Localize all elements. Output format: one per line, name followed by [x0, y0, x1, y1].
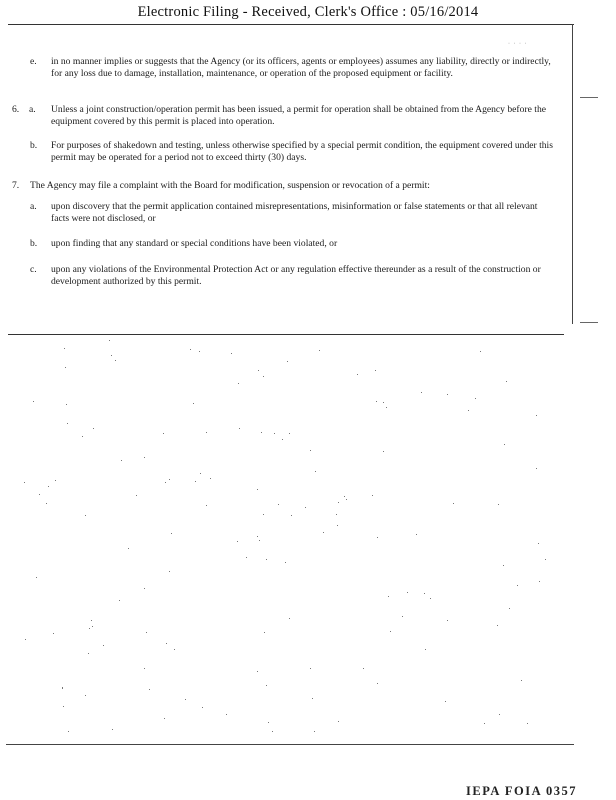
scan-speck — [257, 489, 258, 490]
scan-speck — [386, 407, 387, 408]
scan-speck — [85, 515, 86, 516]
scan-speck — [274, 433, 275, 434]
scan-speck — [289, 618, 290, 619]
scan-speck — [338, 721, 339, 722]
scan-speck — [144, 588, 145, 589]
scan-speck — [199, 351, 200, 352]
scan-speck — [421, 392, 422, 393]
scan-speck — [263, 376, 264, 377]
scan-speck — [447, 394, 448, 395]
scan-speck — [226, 714, 227, 715]
scan-speck — [282, 439, 283, 440]
item-number: 6. — [12, 104, 20, 115]
scan-speck — [174, 649, 175, 650]
scan-speck — [185, 699, 186, 700]
scan-speck — [65, 367, 66, 368]
scan-speck — [164, 718, 165, 719]
scan-speck — [266, 559, 267, 560]
scan-speck — [36, 577, 37, 578]
scan-speck — [200, 473, 201, 474]
scan-speck — [346, 499, 347, 500]
scan-speck — [259, 540, 260, 541]
scan-speck — [238, 383, 239, 384]
scan-speck — [171, 533, 172, 534]
scan-speck — [383, 402, 384, 403]
scan-speck — [539, 581, 540, 582]
item-text: For purposes of shakedown and testing, unless otherwise specified by a special permit condition, the equipment covered under this permit may be operated for a period not to exceed thirty (30) days. — [51, 140, 553, 164]
scan-artifact: · · · · — [508, 41, 528, 47]
scan-speck — [402, 616, 403, 617]
scan-speck — [24, 482, 25, 483]
scan-speck — [375, 370, 376, 371]
scan-speck — [312, 698, 313, 699]
scan-speck — [115, 360, 116, 361]
scan-speck — [206, 505, 207, 506]
filing-stamp-header: Electronic Filing - Received, Clerk's Office : 05/16/2014 — [137, 4, 479, 20]
scan-speck — [136, 495, 137, 496]
scan-speck — [499, 714, 500, 715]
scan-speck — [377, 537, 378, 538]
page-bottom-border — [6, 744, 574, 745]
scan-speck — [536, 468, 537, 469]
margin-mark — [580, 322, 598, 323]
scan-speck — [246, 557, 247, 558]
scan-speck — [237, 541, 238, 542]
item-text: upon any violations of the Environmental Protection Act or any regulation effective thereunder as a result of the construction or development authorized by this permit. — [51, 264, 541, 288]
scan-speck — [484, 723, 485, 724]
scan-speck — [266, 685, 267, 686]
scan-speck — [231, 353, 232, 354]
scan-speck — [509, 608, 510, 609]
scan-speck — [319, 350, 320, 351]
scan-speck — [504, 444, 505, 445]
item-text: upon discovery that the permit application contained misrepresentations, misinformation or false statements or that all relevant facts were not disclosed, or — [51, 201, 538, 225]
scan-speck — [310, 668, 311, 669]
scan-speck — [416, 534, 417, 535]
scan-speck — [475, 398, 476, 399]
scan-speck — [285, 562, 286, 563]
scan-speck — [258, 370, 259, 371]
scan-speck — [68, 731, 69, 732]
scan-speck — [206, 432, 207, 433]
scan-speck — [357, 374, 358, 375]
item-text: Unless a joint construction/operation permit has been issued, a permit for operation shall be obtained from the Agency before the equipment covered by this permit is placed into operation. — [51, 104, 547, 128]
page-frame-right-border — [572, 24, 573, 324]
margin-mark — [580, 97, 598, 98]
scan-speck — [190, 349, 191, 350]
item-number: 7. — [12, 180, 20, 191]
scan-speck — [424, 593, 425, 594]
scan-speck — [278, 504, 279, 505]
section-divider-line — [8, 334, 564, 335]
scan-speck — [272, 731, 273, 732]
scan-speck — [289, 433, 290, 434]
scan-speck — [291, 515, 292, 516]
item-text: The Agency may file a complaint with the Board for modification, suspension or revocation of a permit: — [30, 180, 430, 191]
scan-speck — [66, 404, 67, 405]
scan-speck — [82, 436, 83, 437]
item-label: e. — [30, 56, 37, 67]
scan-speck — [338, 502, 339, 503]
scan-speck — [407, 592, 408, 593]
scan-speck — [521, 680, 522, 681]
scan-speck — [91, 620, 92, 621]
page-frame-top-border — [8, 24, 574, 25]
scan-speck — [144, 668, 145, 669]
scan-speck — [202, 707, 203, 708]
item-label: b. — [30, 238, 38, 249]
scan-speck — [62, 688, 63, 689]
scan-speck — [165, 482, 166, 483]
document-id-stamp: IEPA FOIA 0357 — [466, 784, 578, 798]
scan-speck — [93, 428, 94, 429]
scan-speck — [263, 514, 264, 515]
scan-speck — [33, 401, 34, 402]
scan-speck — [112, 729, 113, 730]
scan-speck — [425, 649, 426, 650]
scan-speck — [239, 428, 240, 429]
scan-speck — [336, 514, 337, 515]
scan-speck — [119, 600, 120, 601]
scan-speck — [257, 536, 258, 537]
scan-speck — [468, 410, 469, 411]
scan-speck — [257, 671, 258, 672]
item-label: a. — [30, 201, 37, 212]
scan-speck — [146, 632, 147, 633]
scan-speck — [25, 639, 26, 640]
scan-speck — [372, 495, 373, 496]
scan-speck — [517, 585, 518, 586]
scan-speck — [503, 565, 504, 566]
scan-speck — [195, 481, 196, 482]
item-label: c. — [30, 264, 37, 275]
scan-speck — [149, 689, 150, 690]
scan-speck — [383, 451, 384, 452]
scan-speck — [480, 351, 481, 352]
scan-speck — [88, 653, 89, 654]
scan-speck — [315, 471, 316, 472]
item-text: upon finding that any standard or special conditions have been violated, or — [51, 238, 338, 249]
scan-speck — [210, 478, 211, 479]
scan-speck — [264, 632, 265, 633]
scan-speck — [344, 496, 345, 497]
scan-speck — [63, 706, 64, 707]
item-label: a. — [29, 104, 36, 115]
scan-speck — [430, 598, 431, 599]
scan-speck — [377, 683, 378, 684]
scan-speck — [39, 494, 40, 495]
scan-speck — [89, 628, 90, 629]
scan-speck — [64, 348, 65, 349]
scan-speck — [166, 643, 167, 644]
scan-speck — [376, 401, 377, 402]
scan-speck — [527, 723, 528, 724]
scan-speck — [53, 633, 54, 634]
scan-speck — [323, 532, 324, 533]
scan-speck — [538, 543, 539, 544]
scan-speck — [287, 361, 288, 362]
scan-speck — [121, 460, 122, 461]
scan-speck — [268, 722, 269, 723]
scan-speck — [447, 620, 448, 621]
scan-speck — [193, 403, 194, 404]
scan-speck — [92, 626, 93, 627]
scan-speck — [506, 381, 507, 382]
scan-speck — [390, 631, 391, 632]
scan-speck — [314, 731, 315, 732]
scan-speck — [498, 504, 499, 505]
scan-speck — [497, 625, 498, 626]
scan-speck — [111, 355, 112, 356]
scan-speck — [55, 480, 56, 481]
scan-speck — [144, 457, 145, 458]
scan-speck — [85, 695, 86, 696]
scan-speck — [169, 571, 170, 572]
scan-speck — [261, 432, 262, 433]
scan-speck — [128, 548, 129, 549]
scan-speck — [388, 596, 389, 597]
scan-speck — [545, 559, 546, 560]
scan-speck — [453, 503, 454, 504]
scan-speck — [163, 433, 164, 434]
scan-speck — [305, 507, 306, 508]
scan-speck — [536, 415, 537, 416]
scan-speck — [337, 525, 338, 526]
scan-speck — [46, 503, 47, 504]
item-text: in no manner implies or suggests that the Agency (or its officers, agents or employees) assumes any liability, directly or indirectly, for any loss due to damage, installation, maintenance, or operation of the proposed equipment or facility. — [51, 56, 551, 80]
scan-speck — [48, 486, 49, 487]
scan-speck — [363, 668, 364, 669]
scan-speck — [67, 423, 68, 424]
scan-speck — [109, 340, 110, 341]
scan-speck — [445, 701, 446, 702]
scan-speck — [169, 479, 170, 480]
item-label: b. — [30, 140, 38, 151]
scan-speck — [103, 645, 104, 646]
scan-speck — [310, 450, 311, 451]
